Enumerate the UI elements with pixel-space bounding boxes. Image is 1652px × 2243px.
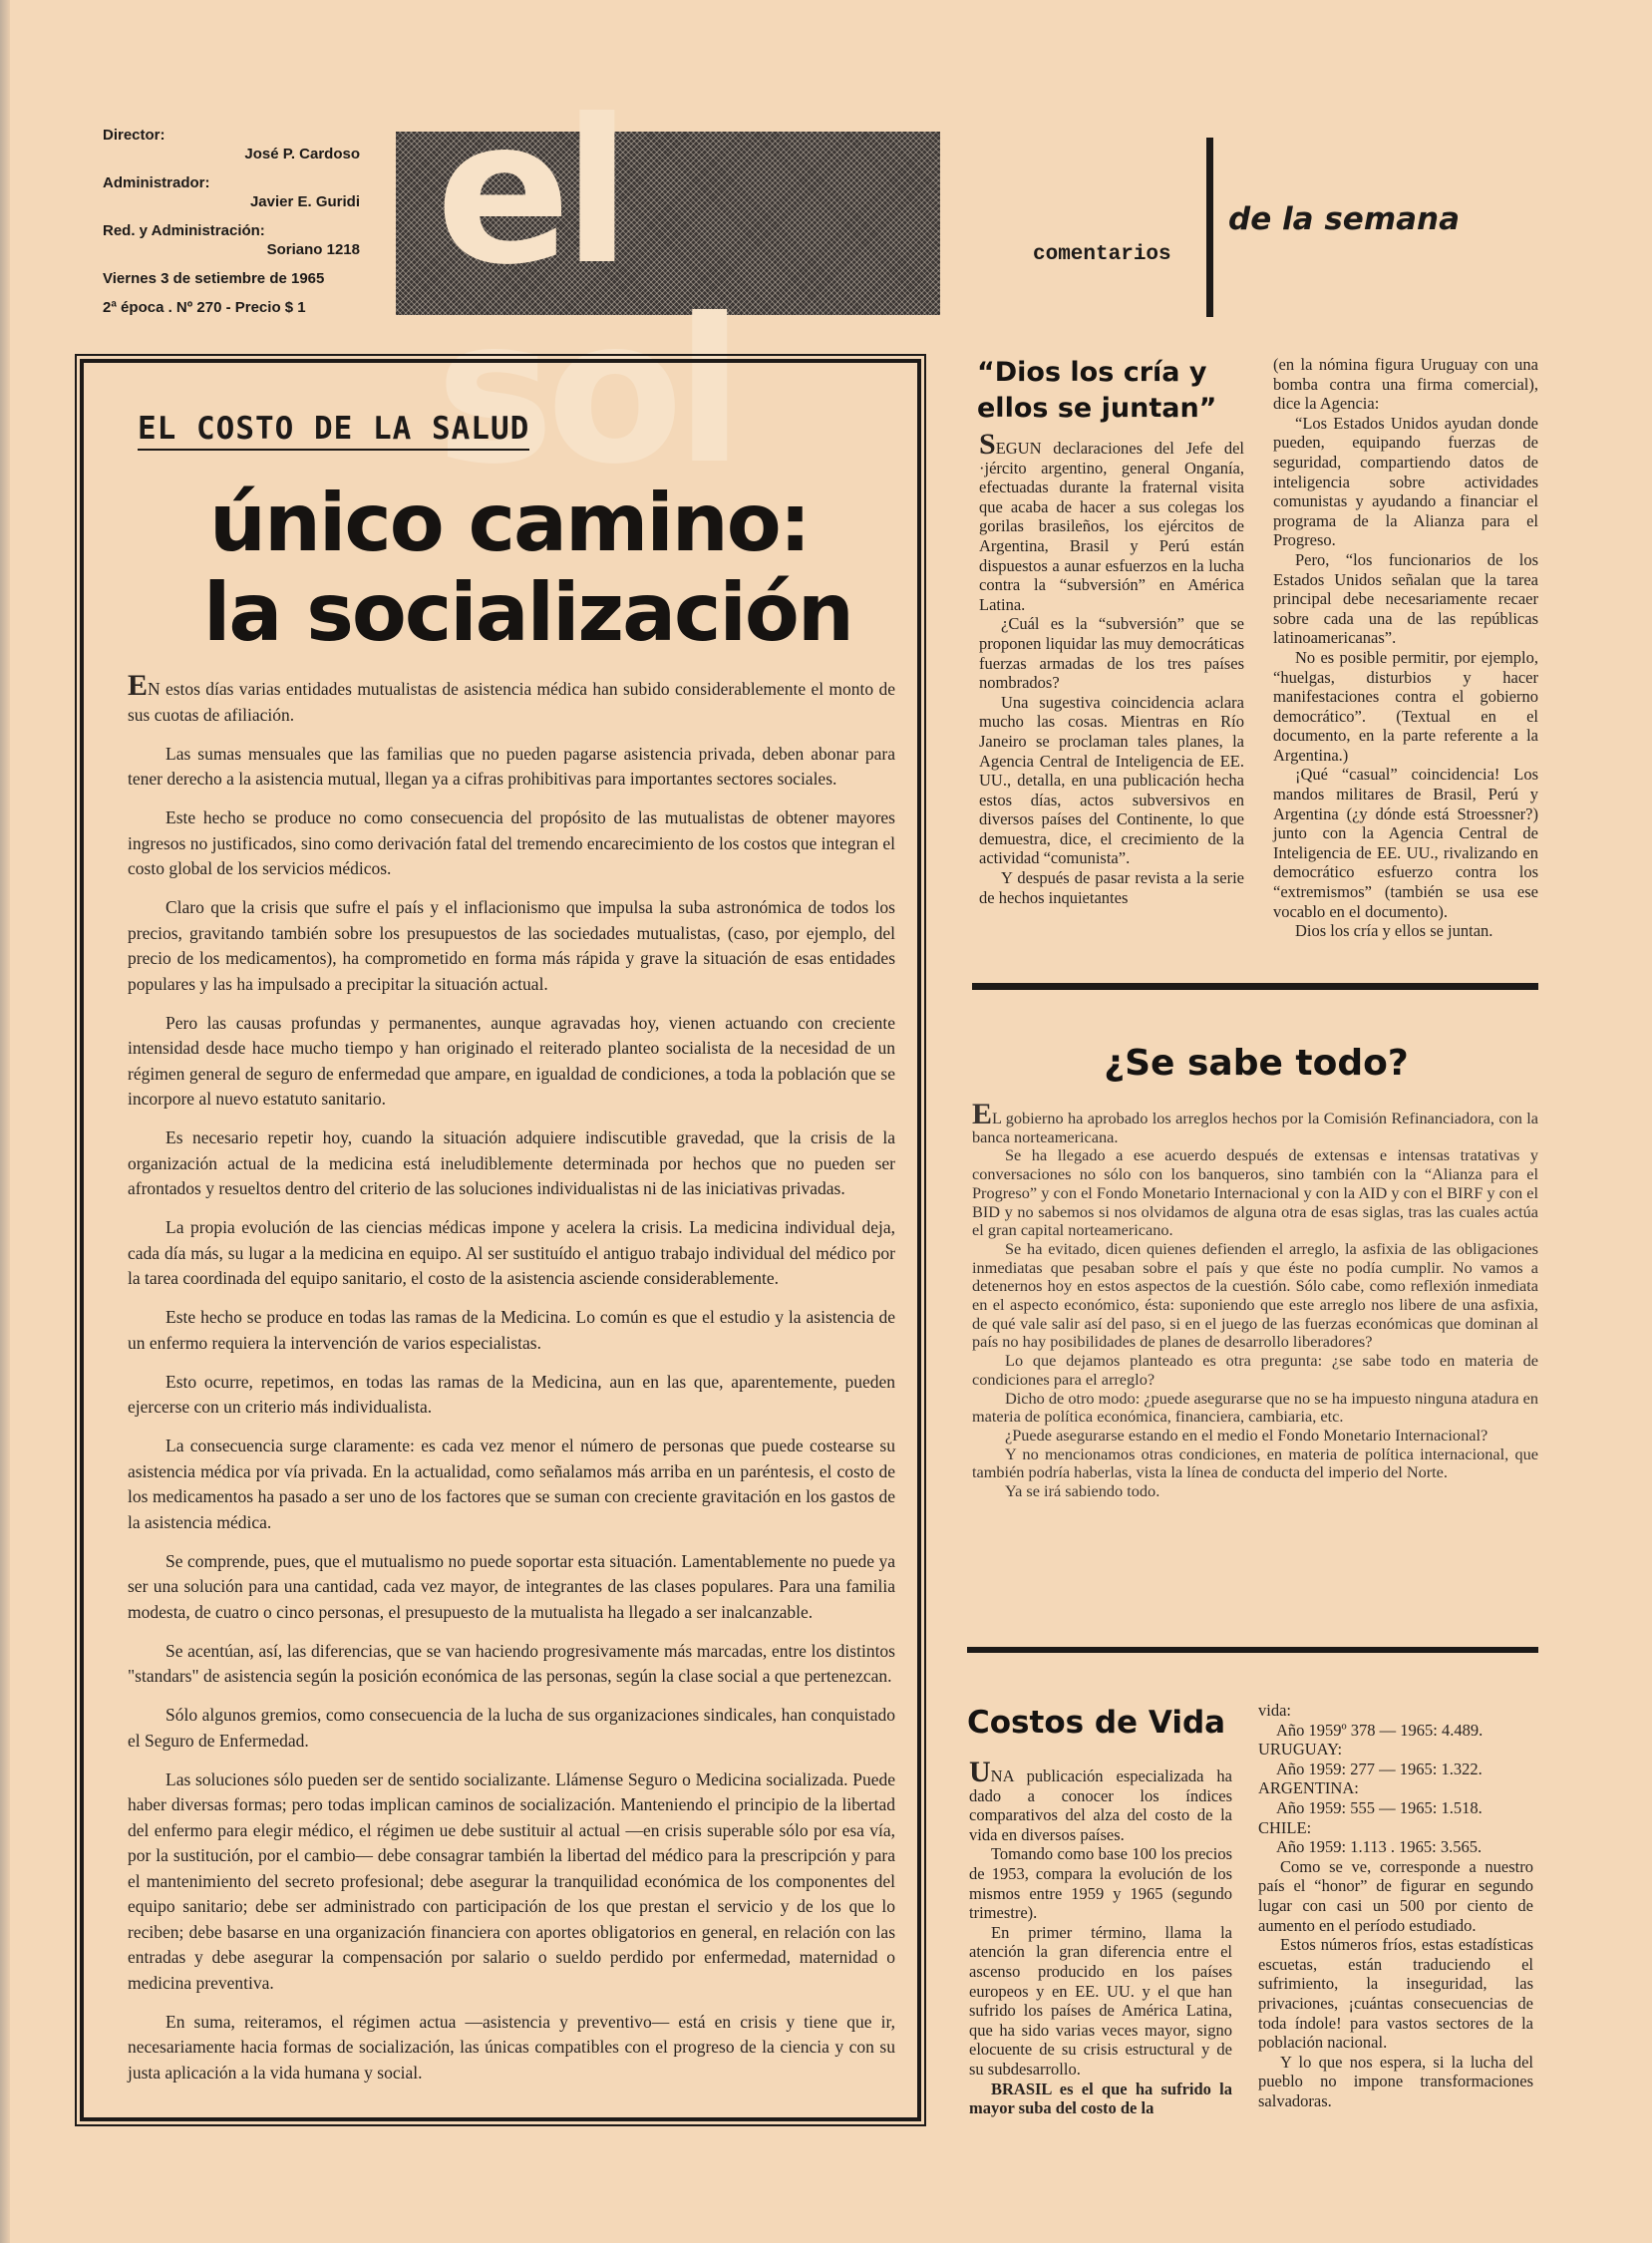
paragraph: EL gobierno ha aprobado los arreglos hechos por la Comisión Refinanciadora, con la banca norteamericana. [972,1098,1538,1146]
paragraph: Sólo algunos gremios, como consecuencia de la lucha de sus organizaciones sindicales, han conquistado el Seguro de Enfermedad. [128,1705,895,1751]
paragraph: Como se ve, corresponde a nuestro país el “honor” de figurar en segundo lugar con casi un 500 por ciento de aumento en el período estudiado. [1258,1856,1533,1935]
director-label: Director: [103,127,165,144]
dios-article-col-2 [1273,355,1538,941]
country-label: CHILE: [1258,1817,1312,1837]
sabe-article-body [972,1098,1538,1501]
paragraph: La consecuencia surge claramente: es cada vez menor el número de personas que puede costearse su asistencia médica por vía privada. En la actualidad, como señalamos más arriba en un paréntesis, el costo de los medicamentos ha pasado a ser uno de los factores que se suman con creciente gravitación en los gastos de la asistencia médica. [128,1436,895,1532]
paragraph: Pero las causas profundas y permanentes, aunque agravadas hoy, vienen actuando con creciente intensidad desde hace mucho tiempo y han originado el reiterado planteo socialista de la necesidad de un régimen general de seguro de enfermedad que ampare, en igualdad de condiciones, a toda la población que se incorpore al nuevo estatuto sanitario. [128,1012,895,1109]
masthead-info [103,126,360,317]
sabe-article-title: ¿Se sabe todo? [1104,1043,1409,1084]
paragraph: Lo que dejamos planteado es otra pregunta: ¿se sabe todo en materia de condiciones para el arreglo? [972,1351,1538,1389]
paragraph: Dios los cría y ellos se juntan. [1295,921,1493,941]
dropcap: S [979,428,996,461]
paragraph: Tomando como base 100 los precios de 1953, compara la evolución de los mismos entre 1959 y 1965 (segundo trimestre). [969,1844,1232,1923]
paragraph: (en la nómina figura Uruguay con una bomba contra una firma comercial), dice la Agencia: [1273,355,1538,414]
paragraph: No es posible permitir, por ejemplo, “huelgas, disturbios y hacer manifestaciones contra el gobierno democrático”. (Textual en el documento, en la parte referente a la Argentina.) [1273,647,1538,765]
paragraph: “Los Estados Unidos ayudan donde pueden, equipando fuerzas de seguridad, compartiendo datos de inteligencia sobre actividades comunistas y ayudando a financiar el programa de la Alianza para el Progreso. [1273,413,1538,550]
costos-article-col-2 [1258,1701,1533,2110]
newspaper-logo [396,77,940,508]
paragraph: vida: [1258,1701,1291,1720]
issue-date: Viernes 3 de setiembre de 1965 [103,270,325,287]
paragraph: Y lo que nos espera, si la lucha del pueblo no impone transformaciones salvadoras. [1258,2052,1533,2110]
costos-article-col-1 [969,1756,1232,2118]
dropcap: E [128,669,149,702]
paragraph: SEGUN declaraciones del Jefe del ·jército argentino, general Onganía, efectuadas durante la fraternal visita que acaba de hacer a sus colegas los gorilas brasileños, los ejércitos de Argentina, Brasil y Perú están dispuestos a aunar esfuerzos en la lucha contra la “subversión” en América Latina. [979,428,1244,614]
dropcap: U [969,1756,991,1788]
paragraph: La propia evolución de las ciencias médicas impone y acelera la crisis. La medicina individual deja, cada día más, su lugar a la medicina en equipo. Al ser sustituído el antiguo trabajo individual del médico por la tarea coordinada del equipo sanitario, el costo de la asistencia asciende considerablemente. [128,1217,895,1288]
paragraph: Las soluciones sólo pueden ser de sentido socializante. Llámense Seguro o Medicina socializada. Puede haber diversas formas; pero todas implican caminos de socialización. Manteniendo el principio de la libertad del enfermo para elegir médico, el régimen ue debe sustituir al actual —en crisis superable sólo por esa vía, por la sustitución, por el cambio— debe consagrar también la libertad del médico para la prescripción y para el mantenimiento del secreto profesional; debe asegurar la tranquilidad económica de los componentes del equipo sanitario; debe ser administrado con participación de los que prestan el servicio y de los que lo reciben; debe basarse en una organización financiera con aportes obligatorios en general, en relación con las entradas y debe asegurar la compensación por salario o sueldo perdido por enfermedad, maternidad o medicina preventiva. [128,1768,895,1993]
paragraph: Se ha llegado a ese acuerdo después de extensas e intensas tratativas y conversaciones no sólo con los banqueros, sino también con la “Alianza para el Progreso” y con el Fondo Monetario Internacional y con la AID y con el BIRF y con el BID y no sabemos si nos olvidamos de alguna otra de esas siglas, tras las cuales actúa el gran capital norteamericano. [972,1145,1538,1240]
paragraph: Este hecho se produce no como consecuencia del propósito de las mutualistas de obtener mayores ingresos no justificados, sino como derivación fatal del tremendo encarecimiento de los costos que integran el costo global de los servicios médicos. [128,807,895,878]
figure-line: Año 1959: 1.113 . 1965: 3.565. [1276,1837,1483,1857]
paragraph: BRASIL es el que ha sufrido la mayor suba del costo de la [969,2079,1232,2118]
figure-line: Año 1959: 555 — 1965: 1.518. [1276,1797,1483,1817]
section-comentarios: comentarios [1033,243,1171,266]
address: Soriano 1218 [266,241,360,258]
paragraph: En primer término, llama la atención la gran diferencia entre el ascenso producido en los países europeos y en EE. UU. y el que han sufrido los países de América Latina, que ha sido varias veces mayor, signo elocuente de su crisis estructural y de su subdesarrollo. [969,1922,1232,2079]
headline-line-1: único camino: [209,477,810,569]
dios-article-title: “Dios los cría y ellos se juntan” [977,357,1217,424]
page-edge [0,0,10,2243]
paragraph: Se comprende, pues, que el mutualismo no puede soportar esta situación. Lamentablemente no puede ya ser una solución para una cantidad, cada vez mayor, de integrantes de las clases populares. Para una familia modesta, de cuatro o cinco personas, el presupuesto de la mutualista ha llegado a ser inalcanzable. [128,1550,895,1622]
paragraph: EN estos días varias entidades mutualistas de asistencia médica han subido considerablemente el monto de sus cuotas de afiliación. [128,669,895,725]
issue-number: 2ª época . Nº 270 - Precio $ 1 [103,299,306,316]
section-semana: de la semana [1228,201,1461,237]
paragraph: ¡Qué “casual” coincidencia! Los mandos militares de Brasil, Perú y Argentina (¿y dónde está Stroessner?) junto con la Agencia Central de Inteligencia de EE. UU., rivalizando en democrático esfuerzo contra los “extremismos” (también se usa ese vocablo en el documento). [1273,765,1538,921]
main-article-body [128,669,895,2099]
paragraph: Este hecho se produce en todas las ramas de la Medicina. Lo común es que el estudio y la asistencia de un enfermo requiera la intervención de varios especialistas. [128,1307,895,1353]
paragraph: Y no mencionamos otras condiciones, en materia de política internacional, que también podría haberlas, vista la línea de conducta del imperio del Norte. [972,1443,1538,1482]
paragraph: ¿Cuál es la “subversión” que se proponen liquidar las muy democráticas fuerzas armadas de los tres países nombrados? [979,614,1244,693]
main-article-kicker: EL COSTO DE LA SALUD [138,411,529,451]
red-label: Red. y Administración: [103,222,265,239]
main-article-headline [203,477,907,659]
paragraph: Claro que la crisis que sufre el país y el inflacionismo que impulsa la suba astronómica de todos los precios, gravitando también sobre los presupuestos de las sociedades mutualistas, (caso, por ejemplo, del precio de los medicamentos), ha comprometido en forma más rápida y grave la situación de esas entidades populares y las ha impulsado a precipitar la situación actual. [128,897,895,994]
paragraph: UNA publicación especializada ha dado a conocer los índices comparativos del alza del costo de la vida en diversos países. [969,1756,1232,1844]
paragraph: Se ha evitado, dicen quienes defienden el arreglo, la asfixia de las obligaciones inmediatas que pesaban sobre el país y que éste no podía cumplir. No vamos a detenernos hoy en estos aspectos de la cuestión. Sólo cabe, como reflexión inmediata en el aspecto económico, ésta: suponiendo que este arreglo nos libere de una asfixia, de qué vale salir así del paso, si en el juego de las fuerzas económicas que dominan al país no hay posibilidades de planes de desarrollo liberadores? [972,1238,1538,1352]
paragraph: Estos números fríos, estas estadísticas escuetas, están traduciendo el sufrimiento, la inseguridad, las privaciones, ¡cuántas consecuencias de toda índole! para vastos sectores de la población nacional. [1258,1935,1533,2053]
paragraph: Ya se irá sabiendo todo. [1005,1481,1160,1501]
logo-text: el sol [436,77,736,508]
section-rule [972,983,1538,990]
country-label: URUGUAY: [1258,1740,1343,1760]
dios-article-col-1 [979,428,1244,907]
dropcap: E [972,1098,993,1130]
section-rule [967,1647,1538,1653]
paragraph: Una sugestiva coincidencia aclara mucho las cosas. Mientras en Río Janeiro se proclaman tales planes, la Agencia Central de Inteligencia de EE. UU., detalla, en una publicación hecha estos días, actos subversivos en diversos países del Continente, lo que demuestra, dice, el crecimiento de la actividad “comunista”. [979,692,1244,868]
figure-line: Año 1959: 277 — 1965: 1.322. [1276,1759,1483,1778]
paragraph: Es necesario repetir hoy, cuando la situación adquiere indiscutible gravedad, que la crisis de la organización actual de la medicina está ineludiblemente determinada por hechos que no pueden ser afrontados y resueltos dentro del criterio de las soluciones individualistas ni de las iniciativas privadas. [128,1127,895,1198]
paragraph: Se acentúan, así, las diferencias, que se van haciendo progresivamente más marcadas, entre los distintos "standars" de asistencia según la posición económica de las personas, según la clase social a que pertenezcan. [128,1640,895,1686]
figure-line: Año 1959º 378 — 1965: 4.489. [1276,1720,1484,1740]
costos-article-title: Costos de Vida [967,1705,1226,1741]
paragraph: Las sumas mensuales que las familias que no pueden pagarse asistencia privada, deben abonar para tener derecho a la asistencia mutual, llegan ya a cifras prohibitivas para importantes sectores sociales. [128,743,895,789]
admin-name: Javier E. Guridi [249,193,360,210]
paragraph: En suma, reiteramos, el régimen actua —asistencia y preventivo— está en crisis y tiene que ir, necesariamente hacia formas de socialización, las únicas compatibles con el progreso de la ciencia y con su justa aplicación a la vida humana y social. [128,2011,895,2083]
paragraph: Esto ocurre, repetimos, en todas las ramas de la Medicina, aun en las que, aparentemente, pueden ejercerse con un criterio más individualista. [128,1371,895,1417]
director-name: José P. Cardoso [244,146,360,162]
masthead-divider [1206,138,1213,317]
paragraph: Dicho de otro modo: ¿puede asegurarse que no se ha impuesto ninguna atadura en materia de política económica, financiera, cambiaria, etc. [972,1388,1538,1427]
country-label: ARGENTINA: [1258,1778,1359,1798]
headline-line-2: la socialización [203,566,852,659]
paragraph: Y después de pasar revista a la serie de hechos inquietantes [979,868,1244,907]
paragraph: ¿Puede asegurarse estando en el medio el Fondo Monetario Internacional? [1005,1425,1488,1444]
paragraph: Pero, “los funcionarios de los Estados Unidos señalan que la tarea principal debe necesariamente recaer sobre cada una de las repúblicas latinoamericanas”. [1273,549,1538,648]
admin-label: Administrador: [103,174,210,191]
